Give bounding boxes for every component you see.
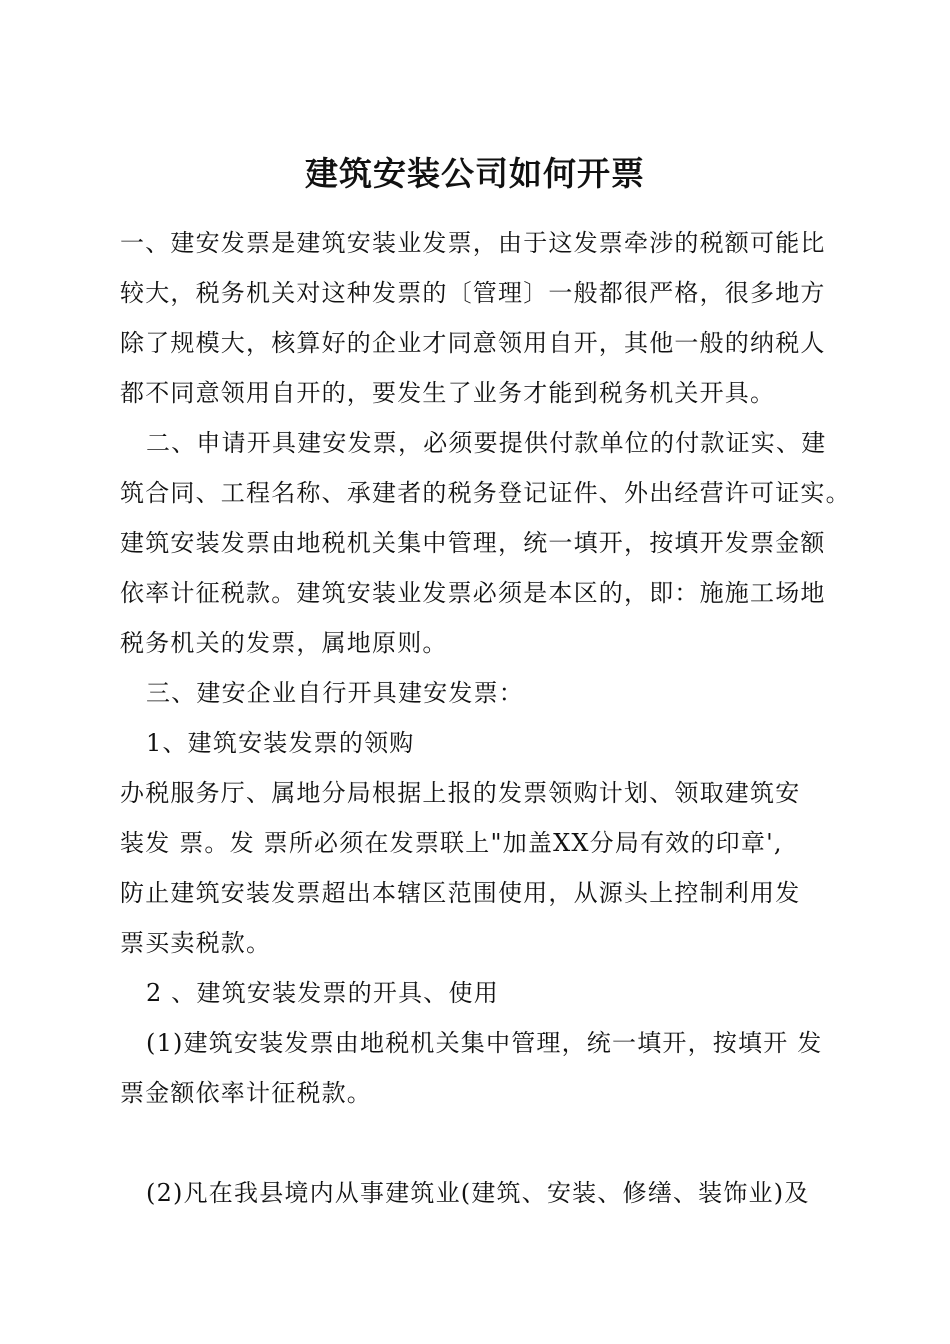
paragraph-2-line-1: 二、申请开具建安发票，必须要提供付款单位的付款证实、建 xyxy=(146,429,827,457)
item-1-line-2: 票金额依率计征税款。 xyxy=(120,1079,372,1107)
paragraph-3-line-1: 办税服务厅、属地分局根据上报的发票领购计划、领取建筑安 xyxy=(120,779,801,807)
paragraph-2-line-3: 建筑安装发票由地税机关集中管理，统一填开，按填开发票金额 xyxy=(120,529,826,557)
paragraph-1-line-2: 较大，税务机关对这种发票的〔管理〕一般都很严格，很多地方 xyxy=(120,279,826,307)
subsection-2-heading: 2 、建筑安装发票的开具、使用 xyxy=(146,979,499,1007)
paragraph-2-line-4: 依率计征税款。建筑安装业发票必须是本区的，即：施施工场地 xyxy=(120,579,826,607)
paragraph-3-line-4: 票买卖税款。 xyxy=(120,929,272,957)
document-title: 建筑安装公司如何开票 xyxy=(305,154,645,193)
paragraph-2-line-2: 筑合同、工程名称、承建者的税务登记证件、外出经营许可证实。 xyxy=(120,479,851,507)
paragraph-1-line-1: 一、建安发票是建筑安装业发票，由于这发票牵涉的税额可能比 xyxy=(120,229,826,257)
paragraph-2-line-5: 税务机关的发票，属地原则。 xyxy=(120,629,448,657)
item-2-line-1: (2)凡在我县境内从事建筑业(建筑、安装、修缮、装饰业)及 xyxy=(146,1179,810,1207)
paragraph-3-line-2: 装发 票。发 票所必须在发票联上"加盖XX分局有效的印章', xyxy=(120,829,783,857)
section-3-heading: 三、建安企业自行开具建安发票： xyxy=(146,679,524,707)
paragraph-3-line-3: 防止建筑安装发票超出本辖区范围使用，从源头上控制利用发 xyxy=(120,879,801,907)
subsection-1-heading: 1、建筑安装发票的领购 xyxy=(146,729,415,757)
paragraph-1-line-4: 都不同意领用自开的，要发生了业务才能到税务机关开具。 xyxy=(120,379,776,407)
item-1-line-1: (1)建筑安装发票由地税机关集中管理，统一填开，按填开 发 xyxy=(146,1029,823,1057)
paragraph-1-line-3: 除了规模大，核算好的企业才同意领用自开，其他一般的纳税人 xyxy=(120,329,826,357)
